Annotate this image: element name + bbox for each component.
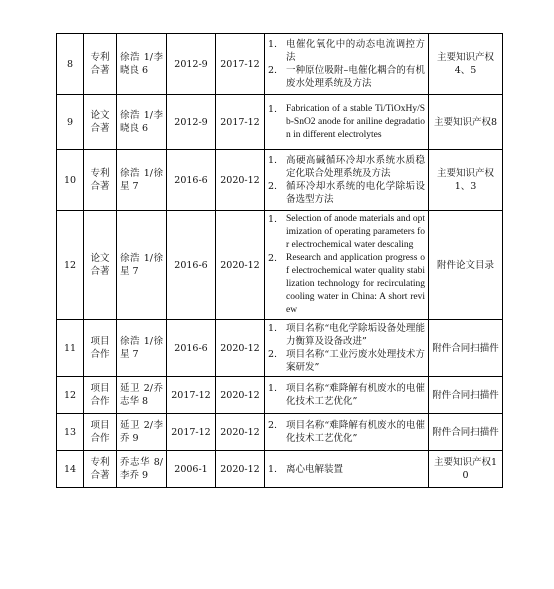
outcome-number: 1. [268,155,278,166]
outcomes-cell [265,34,429,95]
outcome-list [268,103,425,142]
outcome-text: 高硬高碱循环冷却水系统水质稳定化联合处理系统及方法 [286,155,425,179]
end-date: 2020-12 [216,211,265,320]
authors-cell: 延卫 2/乔志华 8 [117,377,167,414]
outcome-number: 1. [268,103,278,115]
row-index: 8 [57,34,84,95]
outcome-list [268,322,425,374]
authors-cell: 乔志华 8/李乔 9 [117,451,167,488]
table-row [57,211,503,320]
outcome-item [268,419,425,445]
outcome-text: 离心电解装置 [286,463,344,475]
row-index: 10 [57,150,84,211]
outcomes-cell [265,414,429,451]
end-date: 2017-12 [216,95,265,150]
end-date: 2020-12 [216,414,265,451]
start-date: 2016-6 [167,211,216,320]
outcome-item [268,64,425,90]
outcome-list [268,213,425,317]
row-index: 12 [57,377,84,414]
start-date: 2016-6 [167,320,216,377]
outcome-list [268,463,425,476]
authors-cell: 徐浩 1/李晓良 6 [117,34,167,95]
outcome-number: 1. [268,39,278,50]
outcomes-cell [265,377,429,414]
authors-cell: 徐浩 1/徐星 7 [117,320,167,377]
outcome-text: 项目名称“难降解有机废水的电催化技术工艺优化” [286,420,425,444]
end-date: 2020-12 [216,320,265,377]
outcome-item [268,322,425,348]
start-date: 2017-12 [167,414,216,451]
end-date: 2020-12 [216,150,265,211]
table-body [57,34,503,488]
outcome-item [268,382,425,408]
authors-cell: 徐浩 1/李晓良 6 [117,95,167,150]
outcome-number: 1. [268,383,278,394]
evidence-note: 附件合同扫描件 [429,414,503,451]
cooperation-type: 项目合作 [84,320,117,377]
outcome-text: 项目名称“电化学除垢设备处理能力衡算及设备改进” [286,323,425,347]
authors-cell: 徐浩 1/徐星 7 [117,211,167,320]
start-date: 2006-1 [167,451,216,488]
outcome-text: Selection of anode materials and optimization of operating parameters for electrochemical water descaling [286,214,425,250]
outcome-item [268,180,425,206]
end-date: 2020-12 [216,451,265,488]
cooperation-type: 项目合作 [84,377,117,414]
table-row [57,150,503,211]
outcome-list [268,154,425,206]
outcome-text: Fabrication of a stable Ti/TiOxHy/Sb-SnO2 anode for aniline degradation in different electrolytes [286,103,425,140]
row-index: 12 [57,211,84,320]
cooperation-type: 专利合著 [84,451,117,488]
end-date: 2017-12 [216,34,265,95]
cooperation-type: 项目合作 [84,414,117,451]
start-date: 2017-12 [167,377,216,414]
outcomes-cell [265,320,429,377]
authors-cell: 延卫 2/李乔 9 [117,414,167,451]
start-date: 2012-9 [167,95,216,150]
outcome-number: 1. [268,214,278,225]
evidence-note: 主要知识产权1、3 [429,150,503,211]
outcome-item [268,348,425,374]
cooperation-table [56,33,503,488]
outcome-number: 2. [268,420,278,431]
cooperation-type: 专利合著 [84,150,117,211]
row-index: 11 [57,320,84,377]
outcome-list [268,38,425,90]
cooperation-type: 论文合著 [84,95,117,150]
table-row [57,377,503,414]
outcome-number: 2. [268,253,278,264]
evidence-note: 附件合同扫描件 [429,320,503,377]
cooperation-type: 论文合著 [84,211,117,320]
outcome-item [268,38,425,64]
outcome-text: 循环冷却水系统的电化学除垢设备选型方法 [286,181,425,205]
outcomes-cell [265,95,429,150]
table-row [57,414,503,451]
row-index: 13 [57,414,84,451]
cooperation-type: 专利合著 [84,34,117,95]
end-date: 2020-12 [216,377,265,414]
outcome-item [268,213,425,252]
outcome-text: 一种原位吸附–电催化耦合的有机废水处理系统及方法 [286,65,425,89]
outcome-item [268,463,425,476]
outcome-item [268,154,425,180]
table-row [57,320,503,377]
authors-cell: 徐浩 1/徐星 7 [117,150,167,211]
outcomes-cell [265,150,429,211]
outcome-list [268,382,425,408]
outcome-number: 2. [268,65,278,76]
outcome-text: 项目名称“工业污废水处理技术方案研发” [286,349,425,373]
outcome-list [268,419,425,445]
start-date: 2016-6 [167,150,216,211]
row-index: 9 [57,95,84,150]
evidence-note: 附件论文目录 [429,211,503,320]
outcomes-cell [265,451,429,488]
table-row [57,34,503,95]
outcome-text: Research and application progress of electrochemical water quality stabilization technology for recirculating cooling water in China: A short review [286,253,425,315]
outcome-number: 1. [268,463,278,475]
outcomes-cell [265,211,429,320]
outcome-item [268,103,425,142]
outcome-item [268,252,425,317]
table-row [57,95,503,150]
outcome-text: 电催化氧化中的动态电流调控方法 [286,39,425,63]
outcome-number: 1. [268,323,278,334]
evidence-note: 主要知识产权4、5 [429,34,503,95]
outcome-number: 2. [268,181,278,192]
evidence-note: 主要知识产权10 [429,451,503,488]
row-index: 14 [57,451,84,488]
evidence-note: 附件合同扫描件 [429,377,503,414]
start-date: 2012-9 [167,34,216,95]
table-row [57,451,503,488]
evidence-note: 主要知识产权8 [429,95,503,150]
outcome-number: 2. [268,349,278,360]
outcome-text: 项目名称“难降解有机废水的电催化技术工艺优化” [286,383,425,407]
